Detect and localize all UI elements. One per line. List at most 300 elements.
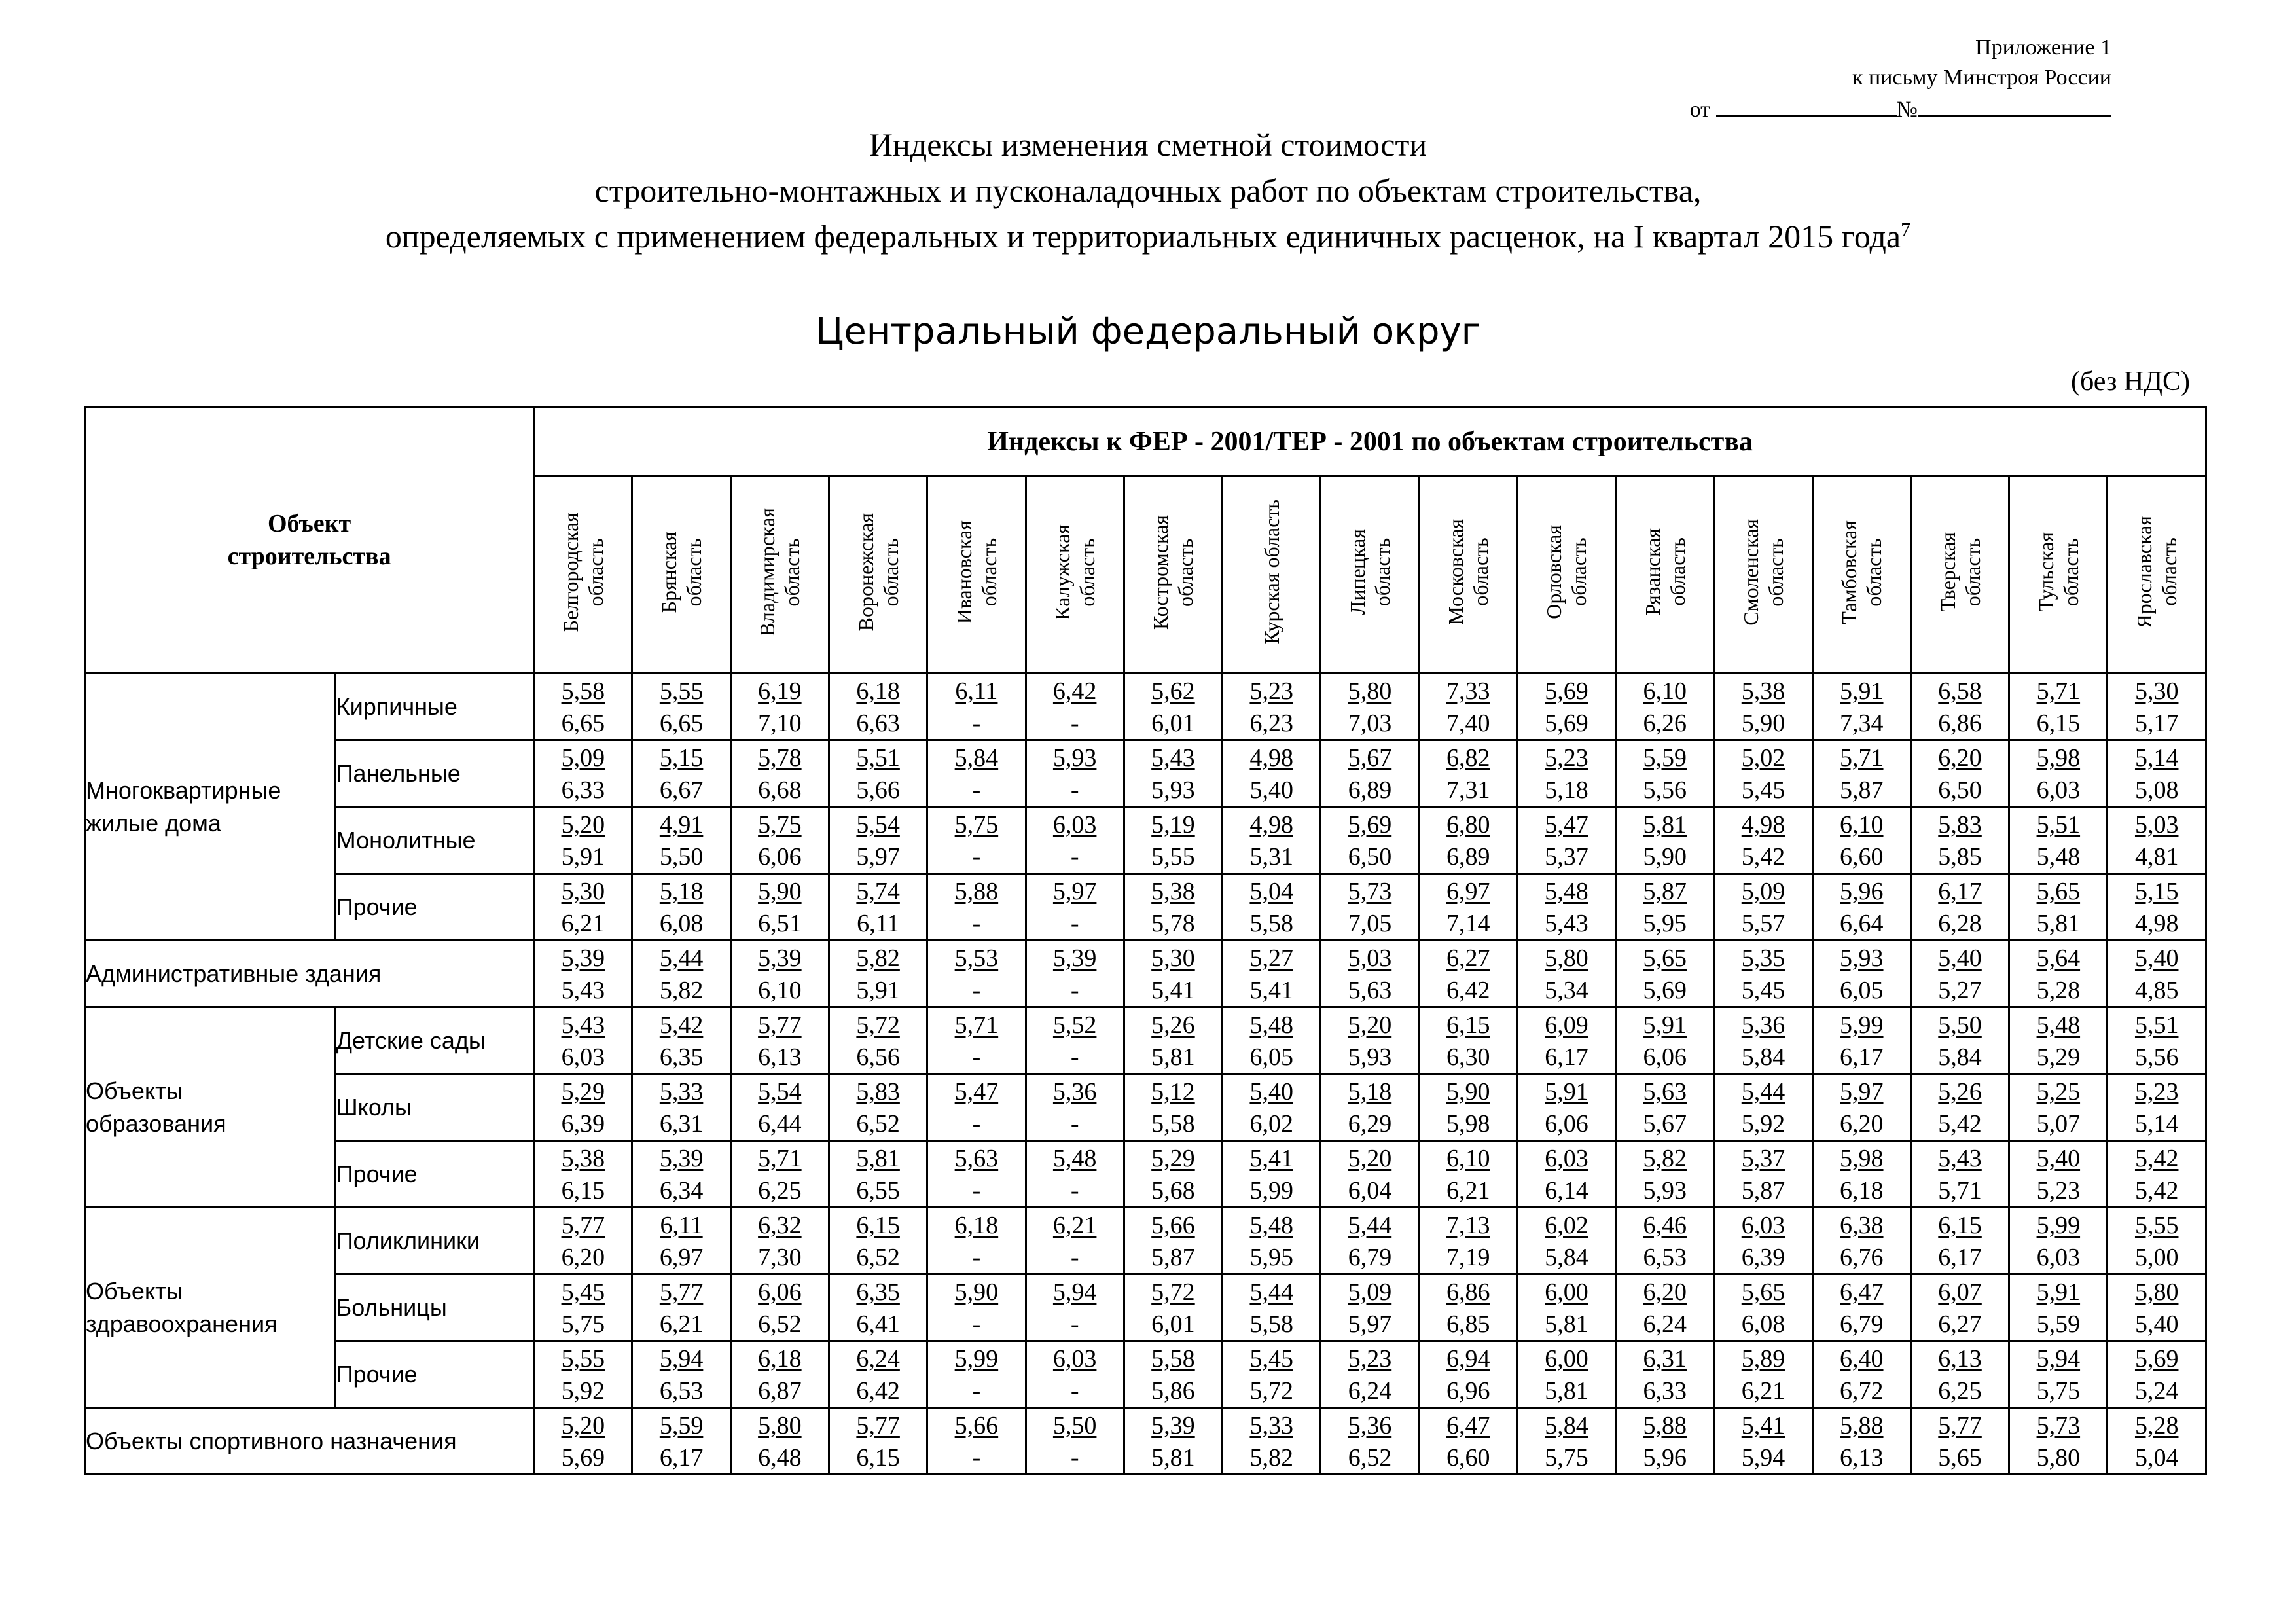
- fer-index-value: 5,71: [954, 1011, 999, 1039]
- ter-index-value: 6,02: [1249, 1110, 1293, 1138]
- fer-index-value: 5,77: [659, 1278, 704, 1306]
- ter-index-value: 5,85: [1938, 842, 1982, 871]
- ter-index-value: 6,96: [1446, 1377, 1490, 1405]
- index-cell: [1321, 1274, 1419, 1341]
- fer-index-value: 5,30: [2134, 677, 2179, 705]
- fer-index-value: 5,93: [1052, 744, 1097, 772]
- index-cell: [1321, 674, 1419, 740]
- object-type-label: Прочие: [335, 1341, 534, 1408]
- region-header: [730, 477, 829, 674]
- fer-index-value: 6,00: [1545, 1278, 1588, 1306]
- fer-index-value: 6,94: [1446, 1344, 1490, 1373]
- fer-index-value: 5,48: [2036, 1011, 2081, 1039]
- index-cell: [1517, 1208, 1615, 1274]
- index-cell: [1910, 740, 2009, 807]
- fer-index-value: 5,38: [561, 1144, 605, 1172]
- fer-index-value: 5,77: [1938, 1411, 1982, 1439]
- fer-index-value: 5,50: [1052, 1411, 1097, 1439]
- index-cell: [1124, 1274, 1222, 1341]
- index-cell: [534, 1007, 632, 1074]
- index-cell: [1321, 1341, 1419, 1408]
- ter-index-value: 7,30: [758, 1243, 802, 1271]
- index-cell: [534, 941, 632, 1007]
- index-cell: [1419, 941, 1517, 1007]
- title-line-3: [0, 213, 2296, 259]
- index-cell: [1714, 1408, 1812, 1475]
- index-cell: [1223, 740, 1321, 807]
- index-cell: [1419, 1141, 1517, 1208]
- ter-index-value: 5,87: [1840, 776, 1884, 804]
- index-cell: [1517, 1074, 1615, 1141]
- ter-index-value: 6,52: [856, 1243, 900, 1271]
- ter-index-value: 6,17: [1545, 1043, 1588, 1071]
- region-header: [2009, 477, 2108, 674]
- region-name: Брянская область: [657, 531, 706, 613]
- fer-index-value: 5,89: [1741, 1344, 1785, 1373]
- fer-index-value: 5,77: [758, 1011, 802, 1039]
- index-cell: [1223, 1074, 1321, 1141]
- fer-index-value: 6,09: [1545, 1011, 1588, 1039]
- region-name: Тамбовская область: [1837, 520, 1886, 624]
- ter-index-value: 5,69: [1643, 976, 1687, 1004]
- fer-index-value: 5,30: [561, 877, 605, 905]
- fer-index-value: 5,12: [1151, 1077, 1195, 1106]
- vat-note: (без НДС): [2070, 367, 2190, 397]
- fer-index-value: 5,35: [1741, 944, 1785, 972]
- fer-index-value: 5,39: [659, 1144, 704, 1172]
- index-cell: [2009, 874, 2108, 941]
- ter-index-value: 6,97: [659, 1243, 704, 1271]
- ter-index-value: 6,15: [561, 1176, 605, 1204]
- index-cell: [1321, 740, 1419, 807]
- index-cell: [1616, 1007, 1714, 1074]
- ter-index-value: 6,20: [1840, 1110, 1884, 1138]
- ter-index-value: 5,80: [2036, 1443, 2081, 1471]
- ter-index-value: -: [972, 1377, 981, 1405]
- ter-index-value: 5,72: [1249, 1377, 1293, 1405]
- fer-index-value: 6,15: [1938, 1211, 1982, 1239]
- ter-index-value: 7,40: [1446, 709, 1490, 737]
- ter-index-value: 5,08: [2134, 776, 2179, 804]
- region-header: [829, 477, 927, 674]
- fer-index-value: 5,53: [954, 944, 999, 972]
- ter-index-value: 5,40: [1249, 776, 1293, 804]
- fer-index-value: 6,03: [1052, 1344, 1097, 1373]
- index-cell: [1616, 807, 1714, 874]
- region-name: Воронежская область: [853, 513, 903, 632]
- ter-index-value: 6,89: [1446, 842, 1490, 871]
- index-cell: [1124, 1408, 1222, 1475]
- index-cell: [1124, 1341, 1222, 1408]
- ter-index-value: 6,03: [2036, 776, 2081, 804]
- ter-index-value: 5,58: [1249, 1310, 1293, 1338]
- ter-index-value: 6,76: [1840, 1243, 1884, 1271]
- fer-index-value: 6,10: [1643, 677, 1687, 705]
- ter-index-value: -: [1070, 1110, 1079, 1138]
- ter-index-value: 6,79: [1348, 1243, 1392, 1271]
- ter-index-value: 6,03: [561, 1043, 605, 1071]
- fer-index-value: 5,75: [954, 810, 999, 839]
- ter-index-value: 6,04: [1348, 1176, 1392, 1204]
- index-cell: [2108, 807, 2206, 874]
- fer-index-value: 5,29: [561, 1077, 605, 1106]
- title-line-2: строительно-монтажных и пусконаладочных работ по объектам строительства,: [594, 172, 1702, 209]
- index-cell: [1124, 1074, 1222, 1141]
- ter-index-value: 5,42: [1741, 842, 1785, 871]
- header-row-1: [85, 407, 2206, 477]
- region-name: Костромская область: [1149, 514, 1198, 630]
- ter-index-value: 5,90: [1741, 709, 1785, 737]
- index-cell: [1910, 941, 2009, 1007]
- ter-index-value: 6,85: [1446, 1310, 1490, 1338]
- fer-index-value: 6,11: [955, 677, 998, 705]
- fer-index-value: 5,77: [561, 1211, 605, 1239]
- ter-index-value: -: [972, 1243, 981, 1271]
- index-table: [84, 406, 2207, 1475]
- fer-index-value: 5,65: [1643, 944, 1687, 972]
- ter-index-value: 6,24: [1643, 1310, 1687, 1338]
- index-cell: [1124, 1208, 1222, 1274]
- region-name: Московская область: [1444, 519, 1493, 625]
- ter-index-value: -: [972, 776, 981, 804]
- index-cell: [1026, 874, 1124, 941]
- ter-index-value: 6,50: [1938, 776, 1982, 804]
- ter-index-value: 6,21: [1741, 1377, 1785, 1405]
- index-cell: [1616, 941, 1714, 1007]
- appendix-line-2: к письму Минстроя России: [1852, 65, 2111, 90]
- ter-index-value: 5,69: [561, 1443, 605, 1471]
- region-header: [632, 477, 730, 674]
- fer-index-value: 5,26: [1151, 1011, 1195, 1039]
- index-cell: [632, 740, 730, 807]
- index-cell: [2108, 1341, 2206, 1408]
- fer-index-value: 5,98: [1840, 1144, 1884, 1172]
- index-cell: [632, 941, 730, 1007]
- appendix-line-1: Приложение 1: [1975, 35, 2111, 60]
- fer-index-value: 6,11: [660, 1211, 703, 1239]
- ter-index-value: 5,37: [1545, 842, 1588, 871]
- ter-index-value: -: [972, 1110, 981, 1138]
- ter-index-value: 6,60: [1840, 842, 1884, 871]
- ter-index-value: 6,44: [758, 1110, 802, 1138]
- fer-index-value: 5,73: [1348, 877, 1392, 905]
- table-row: [85, 674, 2206, 740]
- ter-index-value: 6,79: [1840, 1310, 1884, 1338]
- ter-index-value: 4,81: [2134, 842, 2179, 871]
- table-row: [85, 1074, 2206, 1141]
- fer-index-value: 6,07: [1938, 1278, 1982, 1306]
- index-cell: [1616, 1408, 1714, 1475]
- ter-index-value: 5,58: [1249, 909, 1293, 937]
- index-cell: [1812, 1274, 1910, 1341]
- fer-index-value: 5,48: [1249, 1211, 1293, 1239]
- ter-index-value: -: [1070, 1176, 1079, 1204]
- ter-index-value: 5,17: [2134, 709, 2179, 737]
- index-cell: [1714, 1074, 1812, 1141]
- ter-index-value: 6,01: [1151, 709, 1195, 737]
- fer-index-value: 6,19: [758, 677, 802, 705]
- ter-index-value: 5,93: [1643, 1176, 1687, 1204]
- table-row: [85, 1007, 2206, 1074]
- ter-index-value: 6,31: [659, 1110, 704, 1138]
- index-cell: [927, 1141, 1026, 1208]
- ter-index-value: 6,30: [1446, 1043, 1490, 1071]
- index-cell: [1419, 1274, 1517, 1341]
- ter-index-value: 6,35: [659, 1043, 704, 1071]
- ter-index-value: 5,43: [1545, 909, 1588, 937]
- ter-index-value: 7,31: [1446, 776, 1490, 804]
- ter-index-value: 6,06: [1545, 1110, 1588, 1138]
- ter-index-value: -: [1070, 909, 1079, 937]
- index-cell: [1026, 1141, 1124, 1208]
- index-cell: [534, 1074, 632, 1141]
- region-header: [1321, 477, 1419, 674]
- index-cell: [829, 740, 927, 807]
- fer-index-value: 5,75: [758, 810, 802, 839]
- fer-index-value: 6,03: [1545, 1144, 1588, 1172]
- footnote-mark: 7: [1901, 219, 1911, 241]
- index-cell: [1910, 1208, 2009, 1274]
- ter-index-value: 5,45: [1741, 976, 1785, 1004]
- fer-index-value: 5,52: [1052, 1011, 1097, 1039]
- index-cell: [534, 1408, 632, 1475]
- index-cell: [1124, 1141, 1222, 1208]
- ter-index-value: 7,34: [1840, 709, 1884, 737]
- fer-index-value: 5,80: [758, 1411, 802, 1439]
- region-name: Ивановская область: [952, 520, 1001, 624]
- fer-index-value: 5,63: [1643, 1077, 1687, 1106]
- ter-index-value: 6,55: [856, 1176, 900, 1204]
- ter-index-value: 5,50: [659, 842, 704, 871]
- fer-index-value: 5,77: [856, 1411, 900, 1439]
- ter-index-value: 5,93: [1151, 776, 1195, 804]
- fer-index-value: 5,43: [1151, 744, 1195, 772]
- ter-index-value: 5,97: [856, 842, 900, 871]
- index-cell: [927, 1274, 1026, 1341]
- table-body: [85, 674, 2206, 1475]
- ter-index-value: 6,86: [1938, 709, 1982, 737]
- index-cell: [1223, 674, 1321, 740]
- index-cell: [2108, 1408, 2206, 1475]
- index-cell: [632, 1208, 730, 1274]
- ter-index-value: 5,91: [856, 976, 900, 1004]
- ter-index-value: -: [1070, 709, 1079, 737]
- region-header: [1124, 477, 1222, 674]
- ter-index-value: 6,87: [758, 1377, 802, 1405]
- ter-index-value: 5,48: [2036, 842, 2081, 871]
- ter-index-value: 6,64: [1840, 909, 1884, 937]
- table-row: [85, 807, 2206, 874]
- fer-index-value: 5,90: [758, 877, 802, 905]
- fer-index-value: 6,42: [1052, 677, 1097, 705]
- fer-index-value: 6,32: [758, 1211, 802, 1239]
- index-cell: [1026, 1007, 1124, 1074]
- ter-index-value: -: [972, 1443, 981, 1471]
- ter-index-value: 7,03: [1348, 709, 1392, 737]
- index-cell: [927, 941, 1026, 1007]
- fer-index-value: 5,94: [1052, 1278, 1097, 1306]
- fer-index-value: 5,72: [1151, 1278, 1195, 1306]
- fer-index-value: 6,00: [1545, 1344, 1588, 1373]
- fer-index-value: 5,27: [1249, 944, 1293, 972]
- ter-index-value: 6,13: [1840, 1443, 1884, 1471]
- index-cell: [730, 874, 829, 941]
- fer-index-value: 6,03: [1741, 1211, 1785, 1239]
- fer-index-value: 5,28: [2134, 1411, 2179, 1439]
- table-row: [85, 1408, 2206, 1475]
- index-cell: [1223, 1007, 1321, 1074]
- fer-index-value: 5,94: [659, 1344, 704, 1373]
- fer-index-value: 6,31: [1643, 1344, 1687, 1373]
- ter-index-value: 6,05: [1840, 976, 1884, 1004]
- index-cell: [1419, 1074, 1517, 1141]
- index-cell: [1517, 807, 1615, 874]
- ter-index-value: 6,39: [1741, 1243, 1785, 1271]
- index-cell: [1714, 1274, 1812, 1341]
- index-cell: [1026, 1408, 1124, 1475]
- fer-index-value: 5,55: [2134, 1211, 2179, 1239]
- table-row: [85, 874, 2206, 941]
- fer-index-value: 5,71: [1840, 744, 1884, 772]
- fer-index-value: 6,97: [1446, 877, 1490, 905]
- index-cell: [632, 1141, 730, 1208]
- fer-index-value: 5,18: [1348, 1077, 1392, 1106]
- ter-index-value: 5,75: [1545, 1443, 1588, 1471]
- fer-index-value: 5,54: [758, 1077, 802, 1106]
- fer-index-value: 5,64: [2036, 944, 2081, 972]
- fer-index-value: 5,23: [2134, 1077, 2179, 1106]
- index-cell: [1910, 1007, 2009, 1074]
- ter-index-value: 5,42: [2134, 1176, 2179, 1204]
- object-header: Объект строительства: [85, 407, 534, 674]
- ter-index-value: 6,10: [758, 976, 802, 1004]
- index-cell: [2009, 1341, 2108, 1408]
- index-cell: [632, 1074, 730, 1141]
- ter-index-value: 5,96: [1643, 1443, 1687, 1471]
- index-cell: [2009, 1141, 2108, 1208]
- index-cell: [730, 740, 829, 807]
- index-cell: [1124, 874, 1222, 941]
- index-cell: [1223, 874, 1321, 941]
- index-cell: [1223, 1141, 1321, 1208]
- ter-index-value: 5,86: [1151, 1377, 1195, 1405]
- fer-index-value: 5,84: [954, 744, 999, 772]
- fer-index-value: 5,15: [659, 744, 704, 772]
- ter-index-value: -: [1070, 1443, 1079, 1471]
- region-name: Тульская область: [2034, 532, 2083, 612]
- index-cell: [1812, 941, 1910, 1007]
- fer-index-value: 5,69: [1545, 677, 1588, 705]
- fer-index-value: 5,99: [954, 1344, 999, 1373]
- index-cell: [1419, 1408, 1517, 1475]
- ter-index-value: 5,04: [2134, 1443, 2179, 1471]
- appendix-line-3: [1690, 93, 2111, 125]
- region-header: [1419, 477, 1517, 674]
- index-cell: [1714, 1208, 1812, 1274]
- fer-index-value: 5,47: [1545, 810, 1588, 839]
- ter-index-value: -: [1070, 842, 1079, 871]
- index-cell: [730, 1074, 829, 1141]
- ter-index-value: 5,56: [1643, 776, 1687, 804]
- fer-index-value: 4,98: [1741, 810, 1785, 839]
- index-cell: [1124, 807, 1222, 874]
- fer-index-value: 5,90: [954, 1278, 999, 1306]
- index-cell: [1616, 1341, 1714, 1408]
- document-title: [0, 122, 2296, 259]
- ter-index-value: 5,75: [561, 1310, 605, 1338]
- fer-index-value: 5,48: [1249, 1011, 1293, 1039]
- index-cell: [1223, 807, 1321, 874]
- region-header: [1223, 477, 1321, 674]
- ter-index-value: 5,81: [1151, 1043, 1195, 1071]
- ter-index-value: 6,17: [1938, 1243, 1982, 1271]
- index-cell: [730, 1141, 829, 1208]
- index-cell: [1616, 740, 1714, 807]
- index-cell: [1714, 807, 1812, 874]
- index-cell: [534, 1274, 632, 1341]
- number-label: №: [1896, 98, 1918, 122]
- fer-index-value: 5,59: [659, 1411, 704, 1439]
- index-cell: [534, 874, 632, 941]
- fer-index-value: 6,10: [1446, 1144, 1490, 1172]
- ter-index-value: 5,75: [2036, 1377, 2081, 1405]
- fer-index-value: 5,20: [561, 810, 605, 839]
- fer-index-value: 6,18: [856, 677, 900, 705]
- region-header: [927, 477, 1026, 674]
- ter-index-value: 6,08: [659, 909, 704, 937]
- fer-index-value: 5,93: [1840, 944, 1884, 972]
- index-cell: [730, 1007, 829, 1074]
- index-cell: [1223, 1341, 1321, 1408]
- ter-index-value: 5,07: [2036, 1110, 2081, 1138]
- ter-index-value: 5,28: [2036, 976, 2081, 1004]
- ter-index-value: 6,26: [1643, 709, 1687, 737]
- index-cell: [1026, 1208, 1124, 1274]
- object-group-label: Административные здания: [85, 941, 534, 1007]
- ter-index-value: 5,24: [2134, 1377, 2179, 1405]
- index-cell: [1419, 1341, 1517, 1408]
- fer-index-value: 5,39: [758, 944, 802, 972]
- fer-index-value: 5,91: [1643, 1011, 1687, 1039]
- ter-index-value: 5,14: [2134, 1110, 2179, 1138]
- fer-index-value: 5,67: [1348, 744, 1392, 772]
- fer-index-value: 5,71: [758, 1144, 802, 1172]
- fer-index-value: 6,13: [1938, 1344, 1982, 1373]
- ter-index-value: -: [1070, 1310, 1079, 1338]
- ter-index-value: 6,14: [1545, 1176, 1588, 1204]
- index-cell: [1321, 941, 1419, 1007]
- ter-index-value: 5,56: [2134, 1043, 2179, 1071]
- ter-index-value: 6,06: [1643, 1043, 1687, 1071]
- fer-index-value: 6,38: [1840, 1211, 1884, 1239]
- fer-index-value: 5,73: [2036, 1411, 2081, 1439]
- index-cell: [1714, 1141, 1812, 1208]
- fer-index-value: 6,10: [1840, 810, 1884, 839]
- index-cell: [1910, 1074, 2009, 1141]
- index-cell: [1026, 807, 1124, 874]
- ter-index-value: 5,81: [1545, 1310, 1588, 1338]
- ter-index-value: 5,43: [561, 976, 605, 1004]
- fer-index-value: 5,02: [1741, 744, 1785, 772]
- ter-index-value: 6,56: [856, 1043, 900, 1071]
- index-cell: [927, 1341, 1026, 1408]
- fer-index-value: 5,36: [1052, 1077, 1097, 1106]
- fer-index-value: 5,94: [2036, 1344, 2081, 1373]
- ter-index-value: 6,51: [758, 909, 802, 937]
- fer-index-value: 5,97: [1840, 1077, 1884, 1106]
- ter-index-value: 5,41: [1151, 976, 1195, 1004]
- index-cell: [534, 807, 632, 874]
